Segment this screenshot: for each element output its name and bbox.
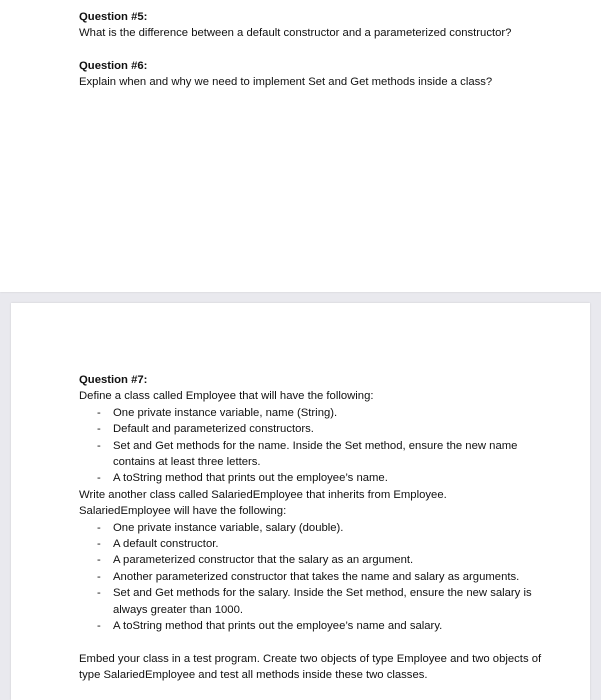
salaried-requirements-list <box>79 520 559 635</box>
list-item: - A default constructor. <box>79 536 559 552</box>
page-2-content <box>79 372 559 683</box>
list-item: - Default and parameterized constructors. <box>79 421 559 437</box>
salaried-intro-line-1: Write another class called SalariedEmployee that inherits from Employee. <box>79 488 447 501</box>
list-item: - One private instance variable, salary (double). <box>79 520 559 536</box>
list-item: - A toString method that prints out the employee’s name and salary. <box>79 618 559 634</box>
page-1-content <box>79 9 549 91</box>
question-6-text: Explain when and why we need to implement Set and Get methods inside a class? <box>79 76 493 89</box>
list-item: - Set and Get methods for the name. Inside the Set method, ensure the new name contains at least three letters. <box>79 438 559 471</box>
spacer <box>79 635 559 651</box>
list-item: - A toString method that prints out the employee’s name. <box>79 470 559 486</box>
spacer <box>79 42 549 58</box>
employee-requirements-list <box>79 405 559 487</box>
list-item: - Set and Get methods for the salary. Inside the Set method, ensure the new salary is always greater than 1000. <box>79 585 559 618</box>
list-item: - A parameterized constructor that the salary as an argument. <box>79 552 559 568</box>
question-7-title: Question #7: <box>79 374 148 386</box>
question-5-text: What is the difference between a default constructor and a parameterized constructor? <box>79 27 512 40</box>
salaried-intro-line-2: SalariedEmployee will have the following: <box>79 505 287 518</box>
document-page-2 <box>11 303 590 700</box>
question-7-intro: Define a class called Employee that will have the following: <box>79 390 374 403</box>
question-6-title: Question #6: <box>79 59 148 72</box>
list-item: - Another parameterized constructor that takes the name and salary as arguments. <box>79 569 559 585</box>
list-item: - One private instance variable, name (String). <box>79 405 559 421</box>
question-5-title: Question #5: <box>79 11 148 23</box>
question-7-closing: Embed your class in a test program. Create two objects of type Employee and two objects of type SalariedEmployee and test all methods inside these two classes. <box>79 652 542 681</box>
document-page-1 <box>0 0 601 292</box>
